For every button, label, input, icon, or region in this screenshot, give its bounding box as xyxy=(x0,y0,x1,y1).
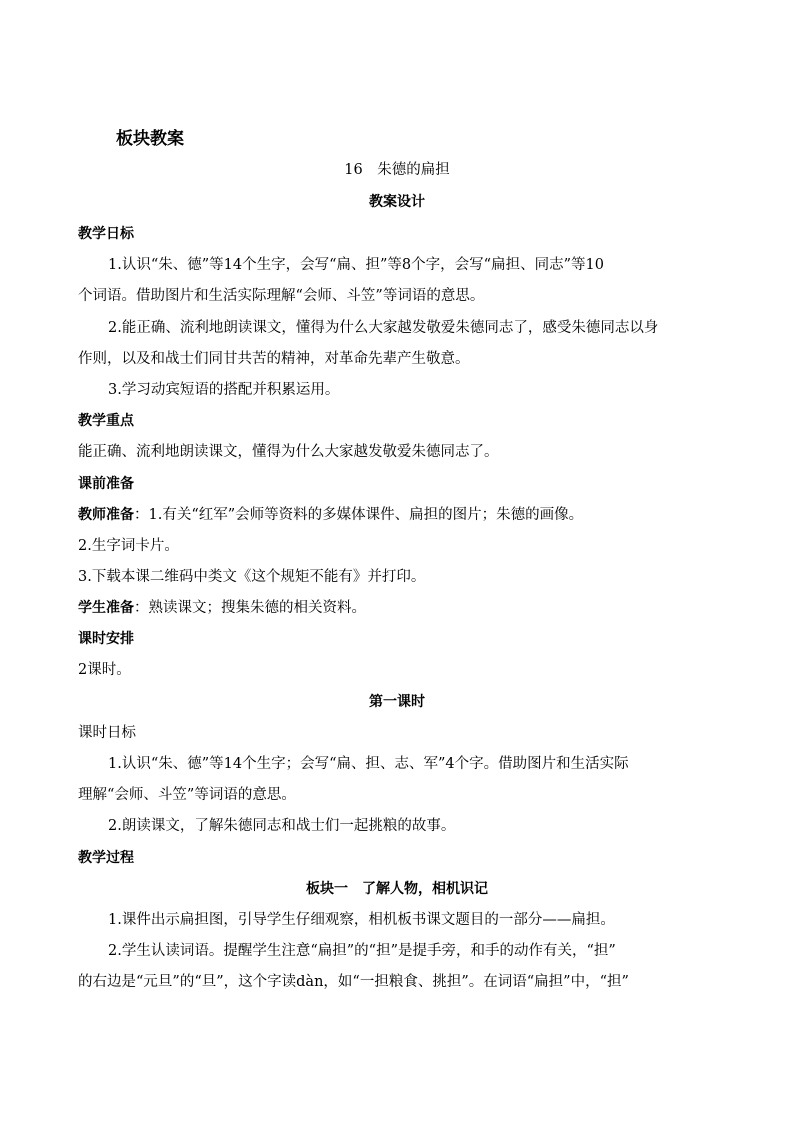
focus-text: 能正确、流利地朗读课文，懂得为什么大家越发敬爱朱德同志了。 xyxy=(78,444,499,460)
goal-2-line-2: 作则，以及和战士们同甘共苦的精神，对革命先辈产生敬意。 xyxy=(78,351,470,367)
student-prep-text: ：熟读课文；搜集朱德的相关资料。 xyxy=(134,600,366,616)
teacher-prep-text: ：1.有关“红军”会师等资料的多媒体课件、扁担的图片；朱德的画像。 xyxy=(134,507,584,523)
design-title: 教案设计 xyxy=(369,194,425,210)
teacher-prep xyxy=(78,505,728,525)
schedule-text: 2课时。 xyxy=(78,662,131,678)
schedule-heading: 课时安排 xyxy=(78,631,134,647)
lesson-goals-heading: 课时日标 xyxy=(78,725,136,741)
focus-heading: 教学重点 xyxy=(78,413,134,429)
teacher-prep-label: 教师准备 xyxy=(78,507,134,523)
student-prep xyxy=(78,598,728,618)
section-title: 板块教案 xyxy=(116,129,184,149)
process-heading: 教学过程 xyxy=(78,850,134,866)
goal-2-line-1: 2.能正确、流利地朗读课文，懂得为什么大家越发敬爱朱德同志了，感受朱德同志以身 xyxy=(108,320,659,336)
student-prep-label: 学生准备 xyxy=(78,600,134,616)
lesson-goal-1-line-2: 理解“会师、斗笠”等词语的意思。 xyxy=(78,787,296,803)
goal-1-line-1: 1.认识“朱、德”等14个生字，会写“扁、担”等8个字，会写“扁担、同志”等10 xyxy=(108,257,604,273)
prep-item-3: 3.下载本课二维码中类文《这个规矩不能有》并打印。 xyxy=(78,569,426,585)
first-lesson-heading: 第一课时 xyxy=(369,694,425,710)
step-1: 1.课件出示扁担图，引导学生仔细观察，相机板书课文题目的一部分——扁担。 xyxy=(108,912,615,928)
lesson-goal-2: 2.朗读课文，了解朱德同志和战士们一起挑粮的故事。 xyxy=(108,818,456,834)
prep-heading: 课前准备 xyxy=(78,476,134,492)
block-1-heading: 板块一 了解人物，相机识记 xyxy=(306,881,488,897)
goal-1-line-2: 个词语。借助图片和生活实际理解“会师、斗笠”等词语的意思。 xyxy=(78,288,485,304)
prep-item-2: 2.生字词卡片。 xyxy=(78,538,179,554)
goal-3: 3.学习动宾短语的搭配并积累运用。 xyxy=(108,382,340,398)
goals-heading: 教学日标 xyxy=(78,226,134,242)
step-2-line-1: 2.学生认读词语。提醒学生注意“扁担”的“担”是提手旁，和手的动作有关，“担” xyxy=(108,943,616,959)
lesson-goal-1-line-1: 1.认识“朱、德”等14个生字；会写“扁、担、志、军”4个字。借助图片和生活实际 xyxy=(108,756,629,772)
lesson-title: 16 朱德的扁担 xyxy=(344,162,450,178)
step-2-line-2: 的右边是“元旦”的“旦”，这个字读dàn，如“一担粮食、挑担”。在词语“扁担”中，“担” xyxy=(78,974,629,990)
